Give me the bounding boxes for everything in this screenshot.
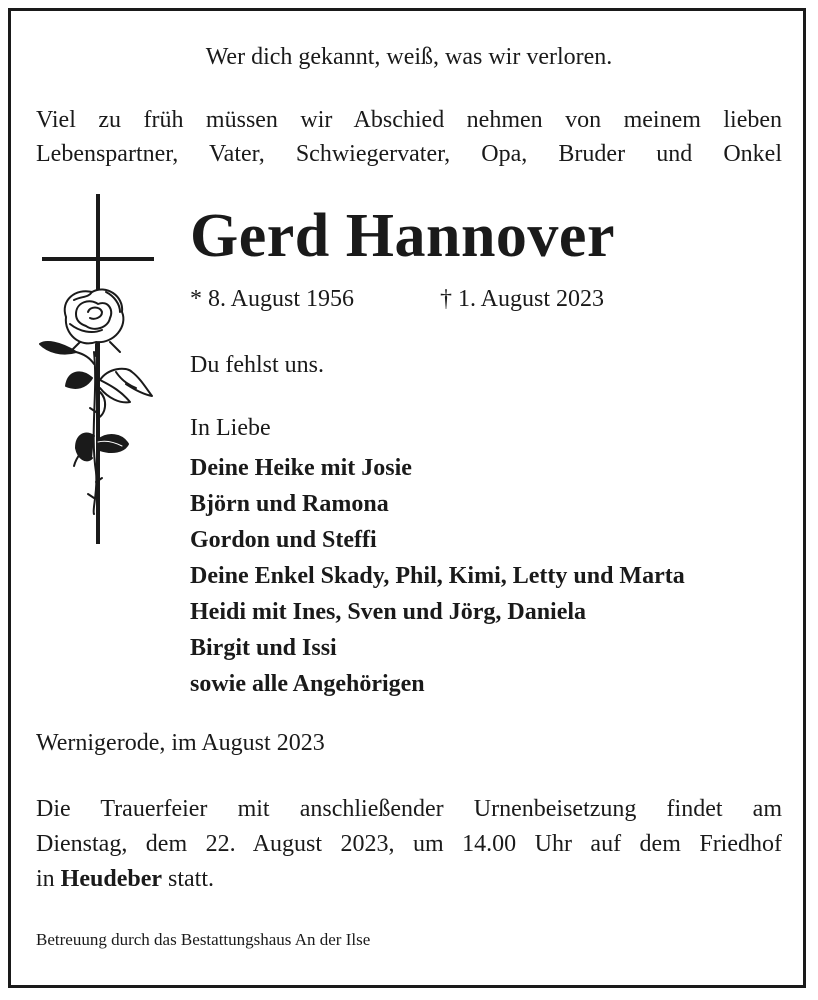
mourner-line: Deine Enkel Skady, Phil, Kimi, Letty und Marta (190, 563, 685, 589)
mourner-line: Björn und Ramona (190, 491, 389, 517)
mourner-line: sowie alle Angehörigen (190, 671, 425, 697)
ceremony-line-2: Dienstag, dem 22. August 2023, um 14.00 Uhr auf dem Friedhof (36, 831, 782, 857)
mourner-line: Deine Heike mit Josie (190, 455, 412, 481)
intro-line-2: Lebenspartner, Vater, Schwiegervater, Opa, Bruder und Onkel (36, 141, 782, 167)
birth-date: * 8. August 1956 (190, 286, 355, 312)
deceased-name: Gerd Hannover (190, 202, 615, 270)
ceremony-line-1: Die Trauerfeier mit anschließender Urnenbeisetzung findet am (36, 796, 782, 822)
mourner-line: Heidi mit Ines, Sven und Jörg, Daniela (190, 599, 587, 625)
mourner-line: Birgit und Issi (190, 635, 337, 661)
personal-message: Du fehlst uns. (190, 352, 324, 378)
ceremony-line-3 (36, 862, 782, 896)
cross-with-rose (36, 192, 158, 548)
mourner-line: Gordon und Steffi (190, 527, 377, 553)
ceremony-prefix: in (36, 866, 55, 892)
death-date: † 1. August 2023 (440, 286, 605, 312)
closing-phrase: In Liebe (190, 415, 271, 441)
ceremony-location: Heudeber (60, 866, 162, 892)
motto: Wer dich gekannt, weiß, was wir verloren. (205, 44, 613, 70)
place-and-date: Wernigerode, im August 2023 (36, 730, 325, 756)
rose-icon (36, 192, 158, 548)
ceremony-suffix: statt. (168, 866, 214, 892)
funeral-home-credit: Betreuung durch das Bestattungshaus An der Ilse (36, 930, 371, 949)
intro-line-1: Viel zu früh müssen wir Abschied nehmen von meinem lieben (36, 107, 782, 133)
mourners-list (190, 450, 685, 702)
